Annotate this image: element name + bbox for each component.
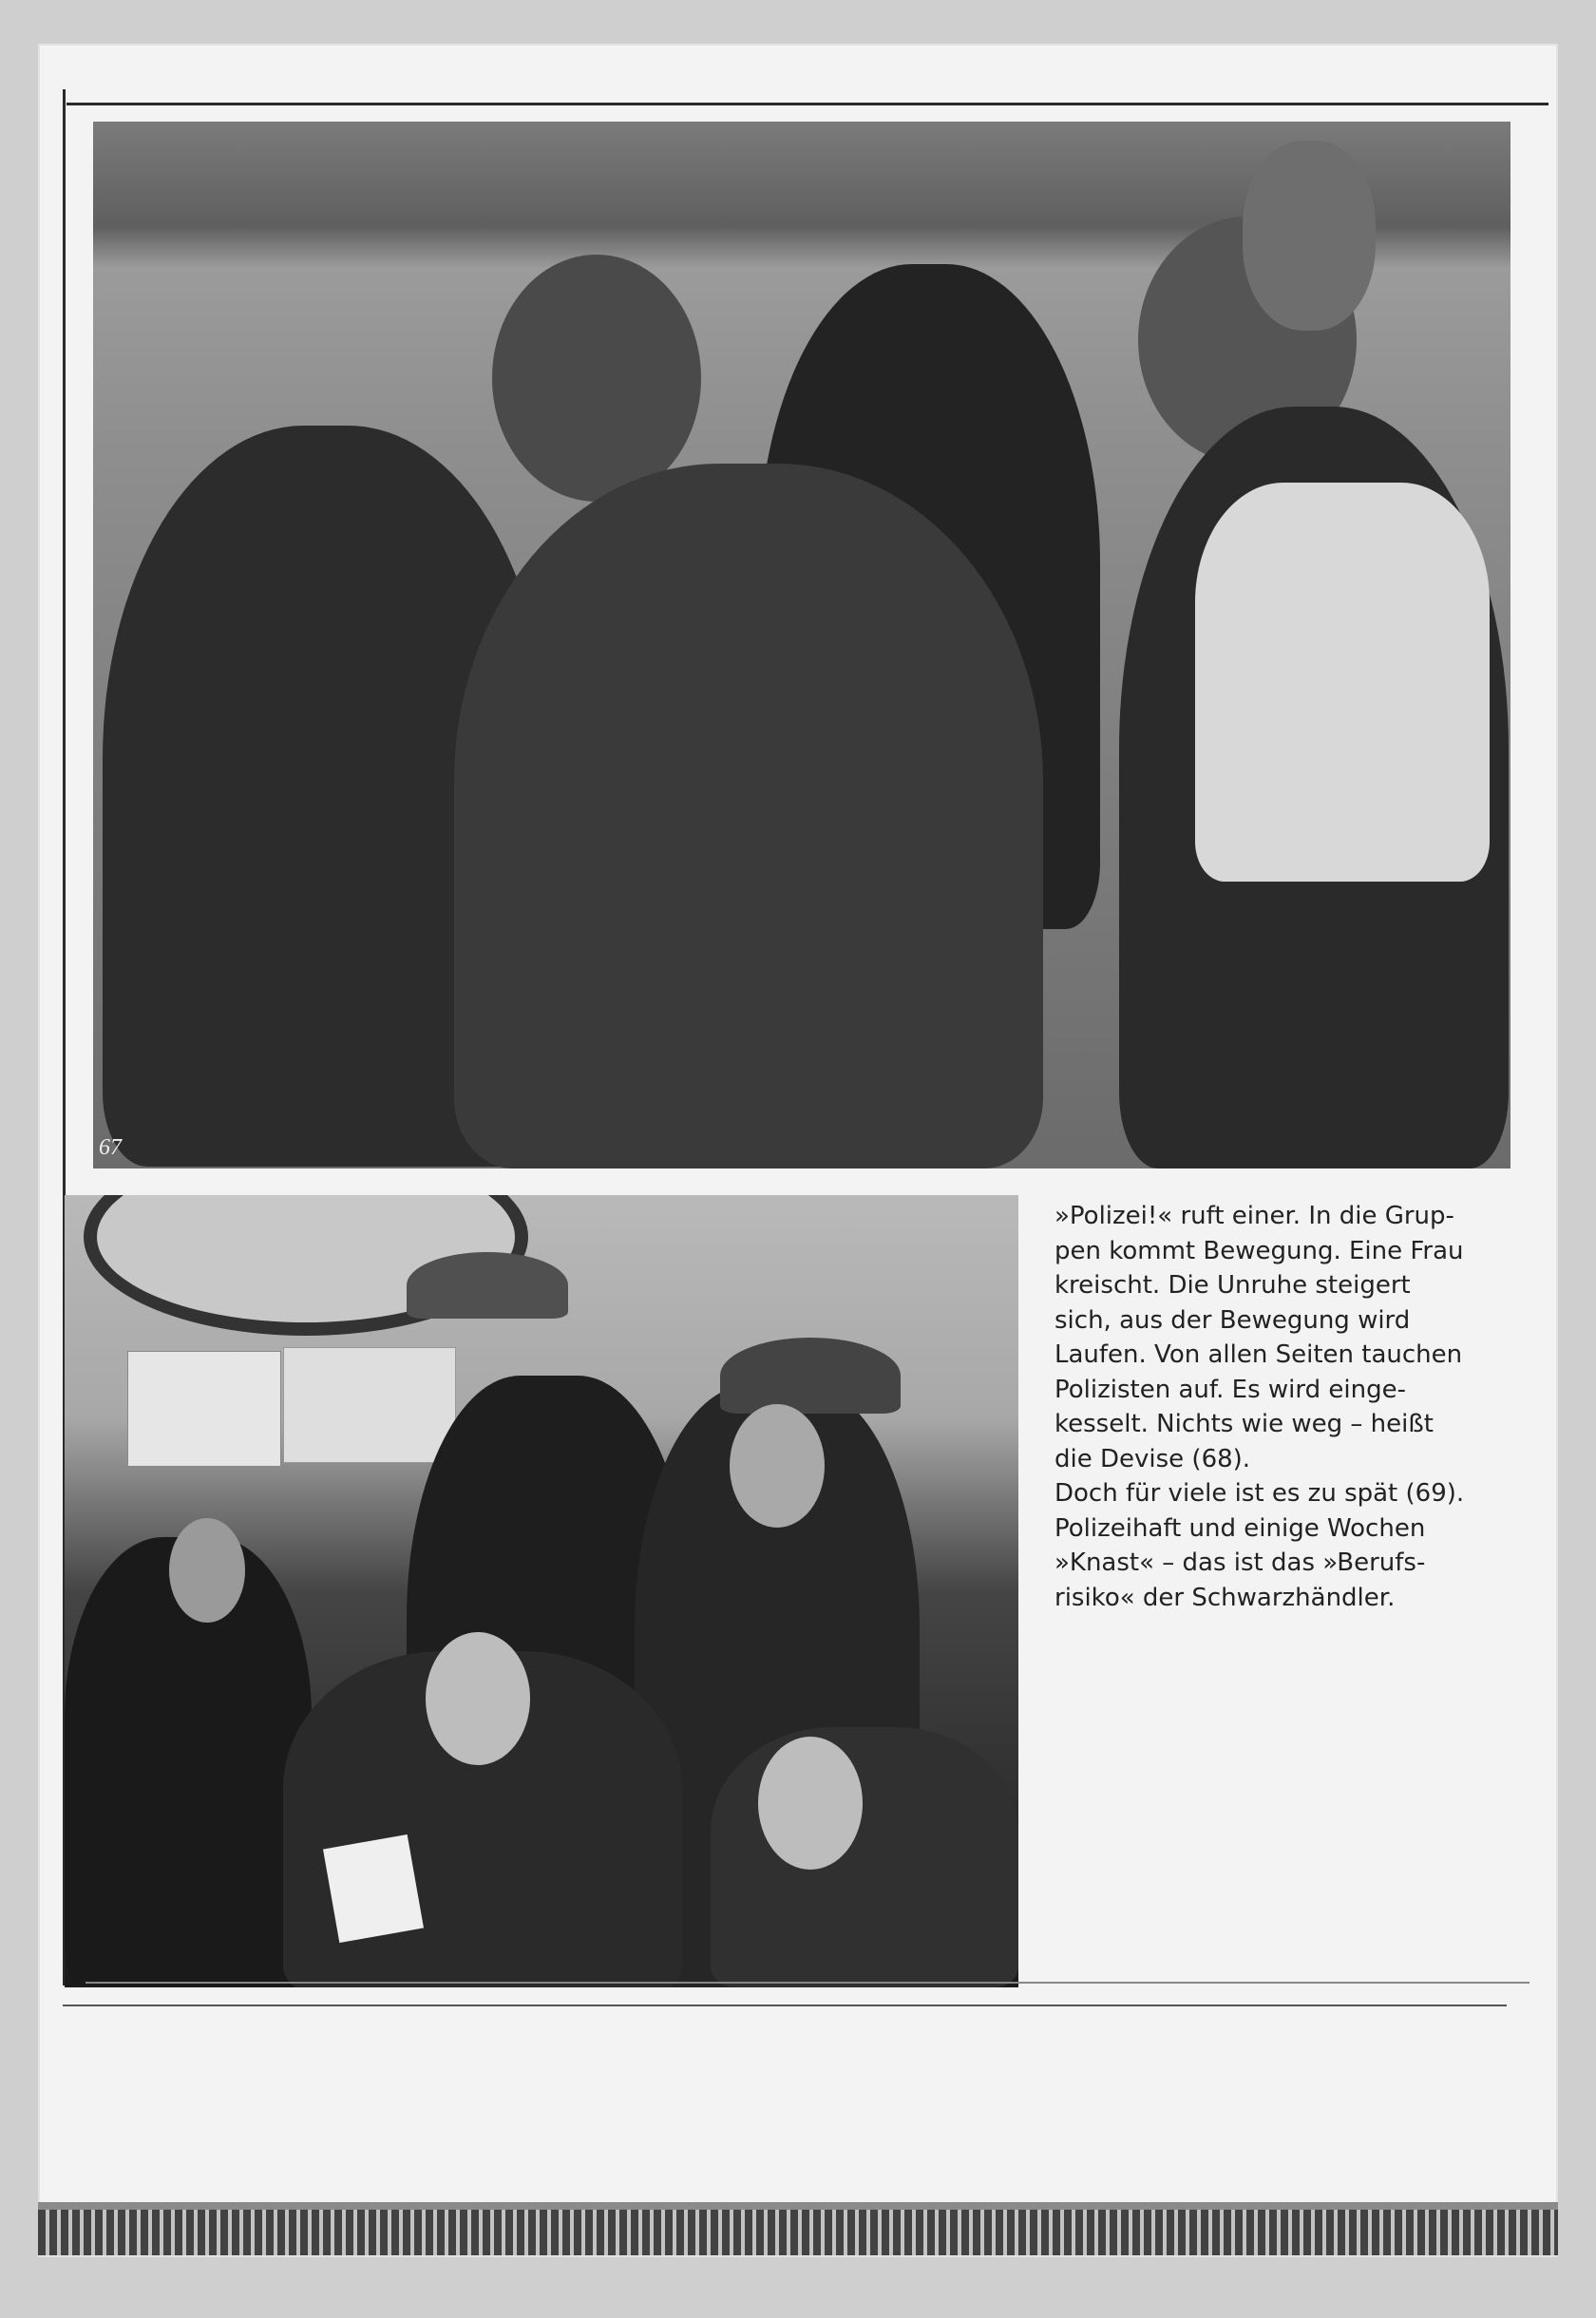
photo-hat xyxy=(720,1338,901,1414)
photo-number: 67 xyxy=(99,1135,122,1160)
caption-line: pen kommt Bewegung. Eine Frau xyxy=(1054,1236,1464,1265)
caption-line: Doch für viele ist es zu spät (69). xyxy=(1054,1479,1465,1508)
caption-line: sich, aus der Bewegung wird xyxy=(1054,1305,1411,1335)
page-inner-bottom-rule xyxy=(86,1982,1530,1984)
photo-figure xyxy=(454,464,1043,1168)
photo-cafe-raid xyxy=(65,1195,1018,1987)
binder-perforation xyxy=(38,2210,1558,2255)
caption-line: Polizeihaft und einige Wochen xyxy=(1054,1513,1426,1543)
photo-figure xyxy=(711,1727,1018,1987)
photo-figure xyxy=(1195,483,1490,882)
caption-line: Laufen. Von allen Seiten tauchen xyxy=(1054,1340,1463,1369)
photo-figure xyxy=(492,255,701,502)
caption-line: kreischt. Die Unruhe steigert xyxy=(1054,1271,1411,1300)
binder-edge xyxy=(38,2202,1558,2210)
photo-wall-notice xyxy=(283,1347,456,1463)
caption-line: die Devise (68). xyxy=(1054,1444,1251,1473)
photo-paper xyxy=(323,1834,424,1943)
caption-line: Polizisten auf. Es wird einge- xyxy=(1054,1375,1406,1404)
photo-figure xyxy=(1243,141,1376,331)
caption-line: »Knast« – das ist das »Berufs- xyxy=(1054,1548,1426,1577)
caption-line: kesselt. Nichts wie weg – heißt xyxy=(1054,1410,1434,1438)
caption-line: risiko« der Schwarzhändler. xyxy=(1054,1583,1396,1612)
photo-face xyxy=(169,1518,245,1623)
caption-line: »Polizei!« ruft einer. In die Grup- xyxy=(1054,1202,1454,1230)
photo-wall-notice xyxy=(127,1351,281,1467)
page-top-rule xyxy=(66,103,1548,105)
photo-face xyxy=(730,1404,825,1528)
photo-face xyxy=(758,1737,863,1870)
photo-caption xyxy=(1054,1199,1530,1615)
photo-police-search xyxy=(93,122,1510,1168)
photo-face xyxy=(426,1632,530,1765)
page-bottom-rule xyxy=(63,2004,1507,2006)
photo-hat xyxy=(407,1252,568,1319)
